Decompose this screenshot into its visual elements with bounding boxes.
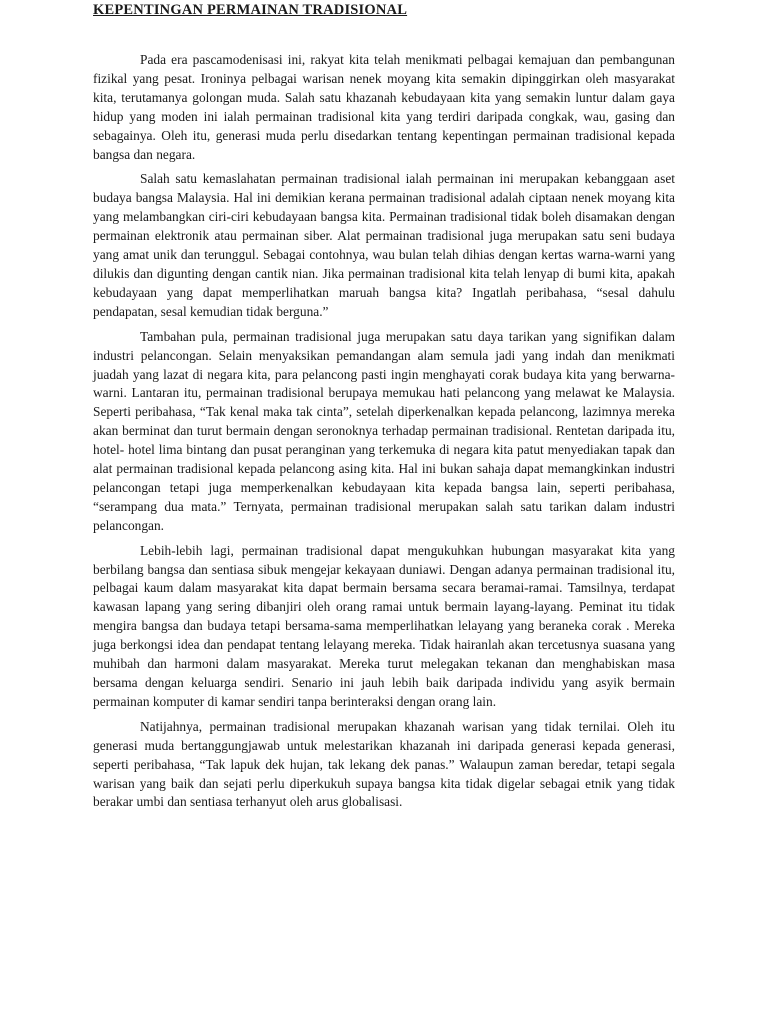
paragraph-point-cultural-asset: Salah satu kemaslahatan permainan tradisional ialah permainan ini merupakan kebanggaan aset budaya bangsa Malaysia. Hal ini demikian kerana permainan tradisional adalah ciptaan nenek moyang kita yang melambangkan ciri-ciri kebudayaan bangsa kita. Permainan tradisional tidak boleh disamakan dengan permainan elektronik atau permainan siber. Alat permainan tradisional juga merupakan satu seni budaya yang amat unik dan terunggul. Sebagai contohnya, wau bulan telah dihias dengan kertas warna-warni yang dilukis dan digunting dengan cantik nian. Jika permainan tradisional kita telah lenyap di bumi kita, apakah kebudayaan yang dapat memperlihatkan maruah bangsa kita? Ingatlah peribahasa, “sesal dahulu pendapatan, sesal kemudian tidak berguna.”: [93, 171, 675, 319]
document-title: KEPENTINGAN PERMAINAN TRADISIONAL: [93, 2, 408, 18]
essay-body: [93, 51, 675, 812]
paragraph-introduction: Pada era pascamodenisasi ini, rakyat kita telah menikmati pelbagai kemajuan dan pembangunan fizikal yang pesat. Ironinya pelbagai warisan nenek moyang kita semakin dipinggirkan oleh masyarakat kita, terutamanya golongan muda. Salah satu khazanah kebudayaan kita yang semakin luntur dalam gaya hidup yang moden ini ialah permainan tradisional kita yang terdiri daripada congkak, wau, gasing dan sebagainya. Oleh itu, generasi muda perlu disedarkan tentang kepentingan permainan tradisional kepada bangsa dan negara.: [93, 52, 675, 162]
paragraph-conclusion: Natijahnya, permainan tradisional merupakan khazanah warisan yang tidak ternilai. Oleh itu generasi muda bertanggungjawab untuk melestarikan khazanah ini daripada generasi kepada generasi, seperti peribahasa, “Tak lapuk dek hujan, tak lekang dek panas.” Walaupun zaman beredar, tetapi segala warisan yang baik dan sejati perlu diperkukuh supaya bangsa kita tidak digelar sebagai etnik yang tidak berakar umbi dan sentiasa terhanyut oleh arus globalisasi.: [93, 718, 675, 810]
paragraph-point-unity: Lebih-lebih lagi, permainan tradisional dapat mengukuhkan hubungan masyarakat kita yang berbilang bangsa dan sentiasa sibuk mengejar kekayaan duniawi. Dengan adanya permainan tradisional itu, pelbagai kaum dalam masyarakat kita dapat bermain bersama secara beramai-ramai. Tamsilnya, terdapat kawasan lapang yang sering dibanjiri oleh orang ramai untuk bermain layang-layang. Peminat itu tidak mengira bangsa dan budaya tetapi bersama-sama memperlihatkan lelayang yang beraneka corak . Mereka juga berkongsi idea dan pendapat tentang lelayang mereka. Tidak hairanlah akan tercetusnya suasana yang muhibah dan harmoni dalam masyarakat. Mereka turut melegakan tekanan dan menghabiskan masa bersama dengan keluarga sendiri. Senario ini jauh lebih baik daripada individu yang asyik bermain permainan komputer di kamar sendiri tanpa berinteraksi dengan orang lain.: [93, 542, 675, 709]
document-page: [93, 0, 675, 818]
paragraph-point-tourism: Tambahan pula, permainan tradisional juga merupakan satu daya tarikan yang signifikan dalam industri pelancongan. Selain menyaksikan pemandangan alam semula jadi yang indah dan menikmati juadah yang lazat di negara kita, para pelancong pasti ingin menghayati corak budaya kita yang berwarna-warni. Lantaran itu, permainan tradisional berupaya memukau hati pelancong yang melawat ke Malaysia. Seperti peribahasa, “Tak kenal maka tak cinta”, setelah diperkenalkan kepada pelancong, lazimnya mereka akan berminat dan turut bermain dengan seronoknya terhadap permainan tradisional. Rentetan daripada itu, hotel- hotel lima bintang dan pusat peranginan yang terkemuka di negara kita patut menyediakan tapak dan alat permainan tradisional kepada pelancong asing kita. Hal ini bukan sahaja dapat memangkinkan industri pelancongan tetapi juga memperkenalkan kebudayaan kita kepada bangsa lain, seperti peribahasa, “serampang dua mata.” Ternyata, permainan tradisional merupakan salah satu tarikan dalam industri pelancongan.: [93, 328, 675, 533]
